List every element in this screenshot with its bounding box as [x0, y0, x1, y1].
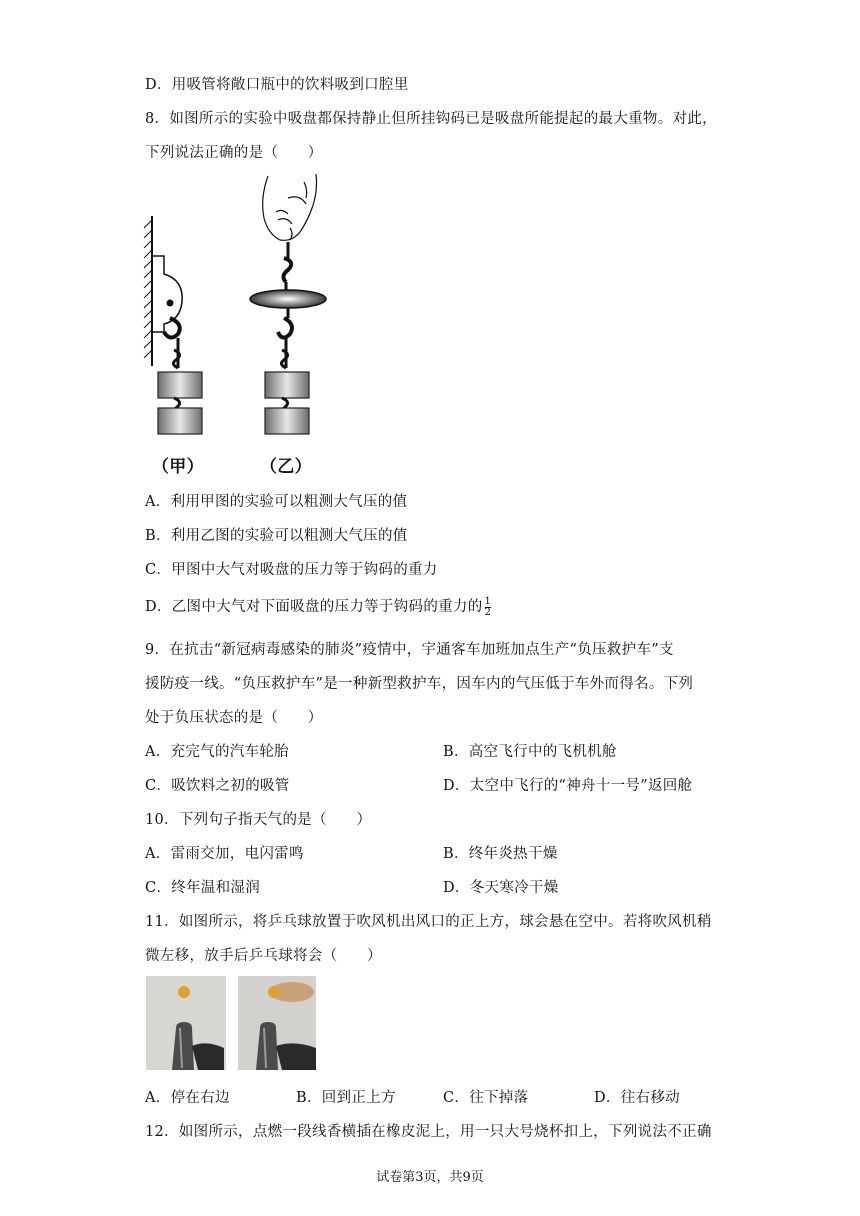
ping-pong-ball-icon	[268, 986, 280, 998]
q8-option-b: B．利用乙图的实验可以粗测大气压的值	[145, 528, 408, 544]
q9-stem-line2: 援防疫一线。“负压救护车”是一种新型救护车，因车内的气压低于车外而得名。下列	[145, 676, 694, 692]
q12-stem-line1: 12．如图所示，点燃一段线香横插在橡皮泥上，用一只大号烧杯扣上，下列说法不正确	[145, 1124, 712, 1140]
weight-block-icon	[158, 372, 202, 398]
q8-option-d-text: D．乙图中大气对下面吸盘的压力等于钩码的重力的	[145, 599, 483, 615]
photo-ball-above-dryer	[146, 976, 226, 1070]
q9-option-d: D．太空中飞行的“神舟十一号”返回舱	[443, 778, 693, 794]
weight-block-icon	[265, 408, 309, 434]
q9-option-a: A．充完气的汽车轮胎	[145, 744, 289, 760]
wall-hatch-icon	[144, 216, 152, 366]
figure-label-yi: （乙）	[260, 457, 312, 477]
q10-option-a: A．雷雨交加，电闪雷鸣	[145, 846, 304, 862]
hand-icon	[263, 174, 317, 240]
photo-hand-holding-ball	[238, 976, 316, 1070]
q10-stem: 10．下列句子指天气的是（ ）	[145, 812, 372, 828]
q8-option-c: C．甲图中大气对吸盘的压力等于钩码的重力	[145, 562, 438, 578]
fraction-one-half	[485, 597, 492, 618]
q9-option-c: C．吸饮料之初的吸管	[145, 778, 290, 794]
q8-option-d	[145, 595, 491, 618]
q8-stem-line1: 8．如图所示的实验中吸盘都保持静止但所挂钩码已是吸盘所能提起的最大重物。对此，	[145, 111, 717, 127]
weight-block-icon	[158, 408, 202, 434]
ping-pong-ball-icon	[178, 986, 190, 998]
q8-stem-line2: 下列说法正确的是（ ）	[145, 145, 323, 161]
weight-block-icon	[265, 372, 309, 398]
q10-option-d: D．冬天寒冷干燥	[443, 880, 559, 896]
fraction-denominator: 2	[484, 606, 492, 618]
q10-option-b: B．终年炎热干燥	[443, 846, 558, 862]
q11-stem-line2: 微左移，放手后乒乓球将会（ ）	[145, 948, 382, 964]
q10-option-c: C．终年温和湿润	[145, 880, 260, 896]
q11-option-b: B．回到正上方	[296, 1090, 396, 1106]
suction-cup-figure	[140, 168, 340, 478]
q11-option-a: A．停在右边	[145, 1090, 230, 1106]
q11-option-d: D．往右移动	[594, 1090, 680, 1106]
q9-stem-line1: 9．在抗击“新冠病毒感染的肺炎”疫情中，宇通客车加班加点生产“负压救护车”支	[145, 642, 674, 658]
figure-label-jia: （甲）	[152, 457, 204, 477]
fraction-numerator: 1	[484, 595, 492, 607]
q9-option-b: B．高空飞行中的飞机机舱	[443, 744, 617, 760]
q8-option-a: A．利用甲图的实验可以粗测大气压的值	[145, 494, 408, 510]
page-footer: 试卷第3页，共9页	[376, 1170, 484, 1185]
suction-disc-icon	[250, 290, 326, 308]
q11-stem-line1: 11．如图所示，将乒乓球放置于吹风机出风口的正上方，球会悬在空中。若将吹风机稍	[145, 914, 712, 930]
q9-stem-line3: 处于负压状态的是（ ）	[145, 710, 323, 726]
q7-option-d: D．用吸管将敞口瓶中的饮料吸到口腔里	[145, 77, 409, 93]
q11-option-c: C．往下掉落	[443, 1090, 529, 1106]
